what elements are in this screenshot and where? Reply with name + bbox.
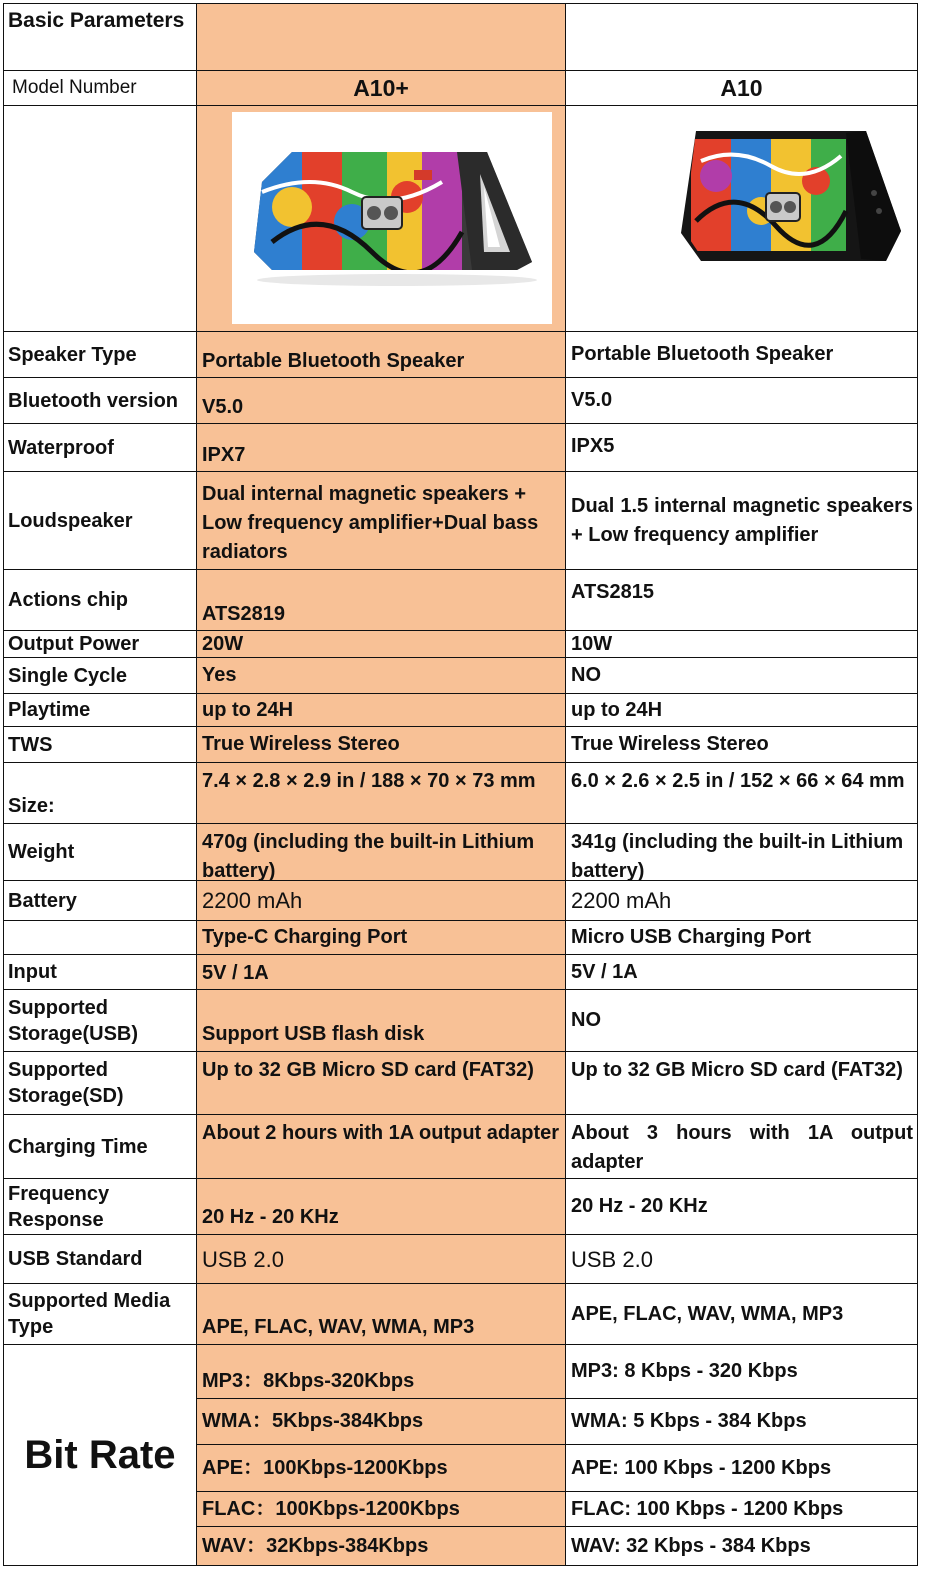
spec-a10plus-value: Support USB flash disk xyxy=(202,1023,425,1045)
spec-label-cell xyxy=(3,880,197,921)
spec-a10plus-cell xyxy=(196,880,566,921)
bit-rate-label: Bit Rate xyxy=(24,1432,176,1477)
spec-a10plus-cell xyxy=(196,569,566,631)
spec-a10-cell xyxy=(565,471,918,570)
spec-label-cell xyxy=(3,471,197,570)
spec-a10-cell xyxy=(565,1283,918,1345)
spec-a10plus-value: 5V / 1A xyxy=(202,962,269,984)
model-a10plus: A10+ xyxy=(353,74,409,101)
spec-label: Output Power xyxy=(8,633,140,655)
spec-a10-cell xyxy=(565,726,918,763)
spec-label-cell xyxy=(3,331,197,378)
bit-rate-a10-cell xyxy=(565,1526,918,1566)
spec-label-cell xyxy=(3,920,197,955)
bit-rate-a10plus-cell xyxy=(196,1526,566,1566)
spec-label: Charging Time xyxy=(8,1135,148,1158)
spec-a10-value: up to 24H xyxy=(571,698,663,721)
spec-label: Weight xyxy=(8,841,75,863)
spec-a10-value: 6.0 × 2.6 × 2.5 in / 152 × 66 × 64 mm xyxy=(571,770,905,792)
bit-rate-a10-cell xyxy=(565,1444,918,1492)
bit-rate-label-cell xyxy=(3,1344,197,1566)
spec-label-cell xyxy=(3,1051,197,1115)
spec-a10-cell xyxy=(565,880,918,921)
spec-a10-value: True Wireless Stereo xyxy=(571,733,769,755)
spec-a10plus-value: 7.4 × 2.8 × 2.9 in / 188 × 70 × 73 mm xyxy=(202,770,536,792)
spec-a10-value: 20 Hz - 20 KHz xyxy=(571,1195,708,1217)
spec-label-cell xyxy=(3,657,197,694)
bit-rate-a10plus-cell xyxy=(196,1398,566,1445)
bit-rate-a10-value: WAV: 32 Kbps - 384 Kbps xyxy=(571,1534,811,1557)
bit-rate-a10-cell xyxy=(565,1491,918,1527)
spec-label: TWS xyxy=(8,733,53,756)
spec-a10-value: 2200 mAh xyxy=(571,888,672,913)
spec-label-cell xyxy=(3,989,197,1052)
spec-label: Bluetooth version xyxy=(8,389,179,412)
spec-a10plus-cell xyxy=(196,657,566,694)
spec-a10plus-value: Yes xyxy=(202,664,237,686)
spec-a10plus-value: 20 Hz - 20 KHz xyxy=(202,1206,339,1228)
spec-a10plus-value: IPX7 xyxy=(202,444,246,466)
spec-a10plus-cell xyxy=(196,1114,566,1179)
image-a10-cell xyxy=(565,105,918,332)
spec-a10-cell xyxy=(565,377,918,424)
spec-a10plus-cell xyxy=(196,471,566,570)
spec-a10plus-cell xyxy=(196,762,566,824)
spec-label: Supported Media Type xyxy=(8,1290,171,1338)
spec-a10-cell xyxy=(565,954,918,990)
spec-a10plus-value: Up to 32 GB Micro SD card (FAT32) xyxy=(202,1059,534,1081)
spec-a10-cell xyxy=(565,989,918,1052)
spec-label-cell xyxy=(3,377,197,424)
spec-a10-cell xyxy=(565,693,918,727)
bit-rate-a10-value: MP3: 8 Kbps - 320 Kbps xyxy=(571,1360,798,1382)
spec-a10-value: 5V / 1A xyxy=(571,960,638,983)
spec-a10-cell xyxy=(565,762,918,824)
section-label: Basic Parameters xyxy=(8,9,185,32)
spec-a10-cell xyxy=(565,569,918,631)
spec-label-cell xyxy=(3,1283,197,1345)
bit-rate-a10-value: APE: 100 Kbps - 1200 Kbps xyxy=(571,1456,832,1479)
spec-a10plus-value: Dual internal magnetic speakers + Low frequency amplifier+Dual bass radiators xyxy=(202,483,539,563)
spec-a10plus-value: USB 2.0 xyxy=(202,1246,284,1272)
spec-a10-cell xyxy=(565,1178,918,1235)
spec-a10plus-value: Portable Bluetooth Speaker xyxy=(202,350,465,372)
bit-rate-a10plus-cell xyxy=(196,1344,566,1399)
spec-label-cell xyxy=(3,1114,197,1179)
spec-a10plus-value: ATS2819 xyxy=(202,603,286,625)
spec-a10-value: APE, FLAC, WAV, WMA, MP3 xyxy=(571,1302,844,1325)
spec-a10plus-value: True Wireless Stereo xyxy=(202,733,400,755)
spec-a10-cell xyxy=(565,423,918,472)
spec-label-cell xyxy=(3,569,197,631)
spec-label: Battery xyxy=(8,889,77,912)
model-a10: A10 xyxy=(720,74,763,101)
spec-a10-value: IPX5 xyxy=(571,435,615,457)
spec-a10-value: Portable Bluetooth Speaker xyxy=(571,343,834,365)
spec-label-cell xyxy=(3,762,197,824)
spec-label: Size: xyxy=(8,795,55,817)
spec-label: Supported Storage(SD) xyxy=(8,1059,124,1107)
spec-a10plus-cell xyxy=(196,1051,566,1115)
spec-a10-value: NO xyxy=(571,1009,601,1031)
spec-a10plus-value: 2200 mAh xyxy=(202,888,303,913)
spec-a10-value: 341g (including the built-in Lithium battery) xyxy=(571,831,904,881)
section-label-cell xyxy=(3,3,197,71)
spec-a10-value: 10W xyxy=(571,632,613,655)
bit-rate-a10-cell xyxy=(565,1398,918,1445)
spec-label-cell xyxy=(3,693,197,727)
model-number-label-cell xyxy=(3,70,197,106)
spec-a10plus-value: V5.0 xyxy=(202,396,244,418)
bit-rate-a10plus-value: MP3：8Kbps-320Kbps xyxy=(202,1370,415,1392)
spec-label: Actions chip xyxy=(8,589,129,611)
spec-label-cell xyxy=(3,954,197,990)
spec-a10-cell xyxy=(565,331,918,378)
spec-a10plus-cell xyxy=(196,1283,566,1345)
spec-a10-value: Up to 32 GB Micro SD card (FAT32) xyxy=(571,1059,903,1081)
speaker-a10-image xyxy=(676,121,906,291)
spec-a10-value: About 3 hours with 1A output adapter xyxy=(571,1122,913,1173)
spec-a10plus-cell xyxy=(196,954,566,990)
spec-a10-value: USB 2.0 xyxy=(571,1246,653,1272)
spec-label: Supported Storage(USB) xyxy=(8,996,139,1045)
spec-a10plus-cell xyxy=(196,1178,566,1235)
spec-label: Playtime xyxy=(8,699,91,721)
model-a10plus-cell xyxy=(196,70,566,106)
spec-a10-cell xyxy=(565,1051,918,1115)
spec-a10plus-value: About 2 hours with 1A output adapter xyxy=(202,1122,560,1144)
spec-label-cell xyxy=(3,1234,197,1284)
spec-a10plus-cell xyxy=(196,920,566,955)
bit-rate-a10plus-value: WAV：32Kbps-384Kbps xyxy=(202,1534,429,1557)
spec-a10plus-cell xyxy=(196,1234,566,1284)
spec-a10plus-value: up to 24H xyxy=(202,698,294,721)
spec-a10-cell xyxy=(565,823,918,881)
spec-a10-value: NO xyxy=(571,664,601,686)
model-a10-cell xyxy=(565,70,918,106)
section-a10-cell xyxy=(565,3,918,71)
bit-rate-a10-value: FLAC: 100 Kbps - 1200 Kbps xyxy=(571,1497,844,1520)
image-a10plus-cell xyxy=(196,105,566,332)
spec-a10plus-value: Type-C Charging Port xyxy=(202,926,408,948)
spec-a10plus-cell xyxy=(196,693,566,727)
image-label-cell xyxy=(3,105,197,332)
spec-a10-cell xyxy=(565,1234,918,1284)
spec-label: Loudspeaker xyxy=(8,509,133,532)
spec-a10plus-cell xyxy=(196,989,566,1052)
spec-label: Speaker Type xyxy=(8,343,137,366)
bit-rate-a10plus-value: WMA：5Kbps-384Kbps xyxy=(202,1410,424,1432)
spec-label-cell xyxy=(3,630,197,658)
spec-a10-cell xyxy=(565,920,918,955)
spec-a10plus-value: 470g (including the built-in Lithium battery) xyxy=(202,831,535,881)
spec-a10-cell xyxy=(565,657,918,694)
bit-rate-a10plus-cell xyxy=(196,1444,566,1492)
spec-label-cell xyxy=(3,726,197,763)
spec-label: USB Standard xyxy=(8,1248,143,1270)
spec-a10-cell xyxy=(565,630,918,658)
spec-label: Waterproof xyxy=(8,436,114,459)
speaker-a10plus-image xyxy=(232,112,552,324)
spec-a10-value: Dual 1.5 internal magnetic speakers + Low frequency amplifier xyxy=(571,494,913,546)
bit-rate-a10-cell xyxy=(565,1344,918,1399)
bit-rate-a10plus-value: FLAC：100Kbps-1200Kbps xyxy=(202,1497,460,1520)
spec-a10plus-cell xyxy=(196,331,566,378)
spec-a10plus-cell xyxy=(196,423,566,472)
bit-rate-a10plus-value: APE：100Kbps-1200Kbps xyxy=(202,1456,448,1479)
bit-rate-a10plus-cell xyxy=(196,1491,566,1527)
spec-a10plus-value: 20W xyxy=(202,632,244,655)
spec-label-cell xyxy=(3,823,197,881)
spec-a10plus-cell xyxy=(196,630,566,658)
spec-a10plus-value: APE, FLAC, WAV, WMA, MP3 xyxy=(202,1316,475,1338)
spec-label: Input xyxy=(8,961,57,983)
spec-label-cell xyxy=(3,1178,197,1235)
spec-label-cell xyxy=(3,423,197,472)
spec-a10-value: Micro USB Charging Port xyxy=(571,926,812,948)
spec-a10plus-cell xyxy=(196,377,566,424)
spec-a10plus-cell xyxy=(196,726,566,763)
spec-a10-value: ATS2815 xyxy=(571,581,655,603)
spec-a10plus-cell xyxy=(196,823,566,881)
spec-label: Single Cycle xyxy=(8,664,127,687)
spec-label: Frequency Response xyxy=(8,1182,110,1231)
spec-a10-cell xyxy=(565,1114,918,1179)
section-a10plus-cell xyxy=(196,3,566,71)
model-number-label: Model Number xyxy=(12,77,137,98)
spec-a10-value: V5.0 xyxy=(571,389,613,411)
bit-rate-a10-value: WMA: 5 Kbps - 384 Kbps xyxy=(571,1410,807,1432)
